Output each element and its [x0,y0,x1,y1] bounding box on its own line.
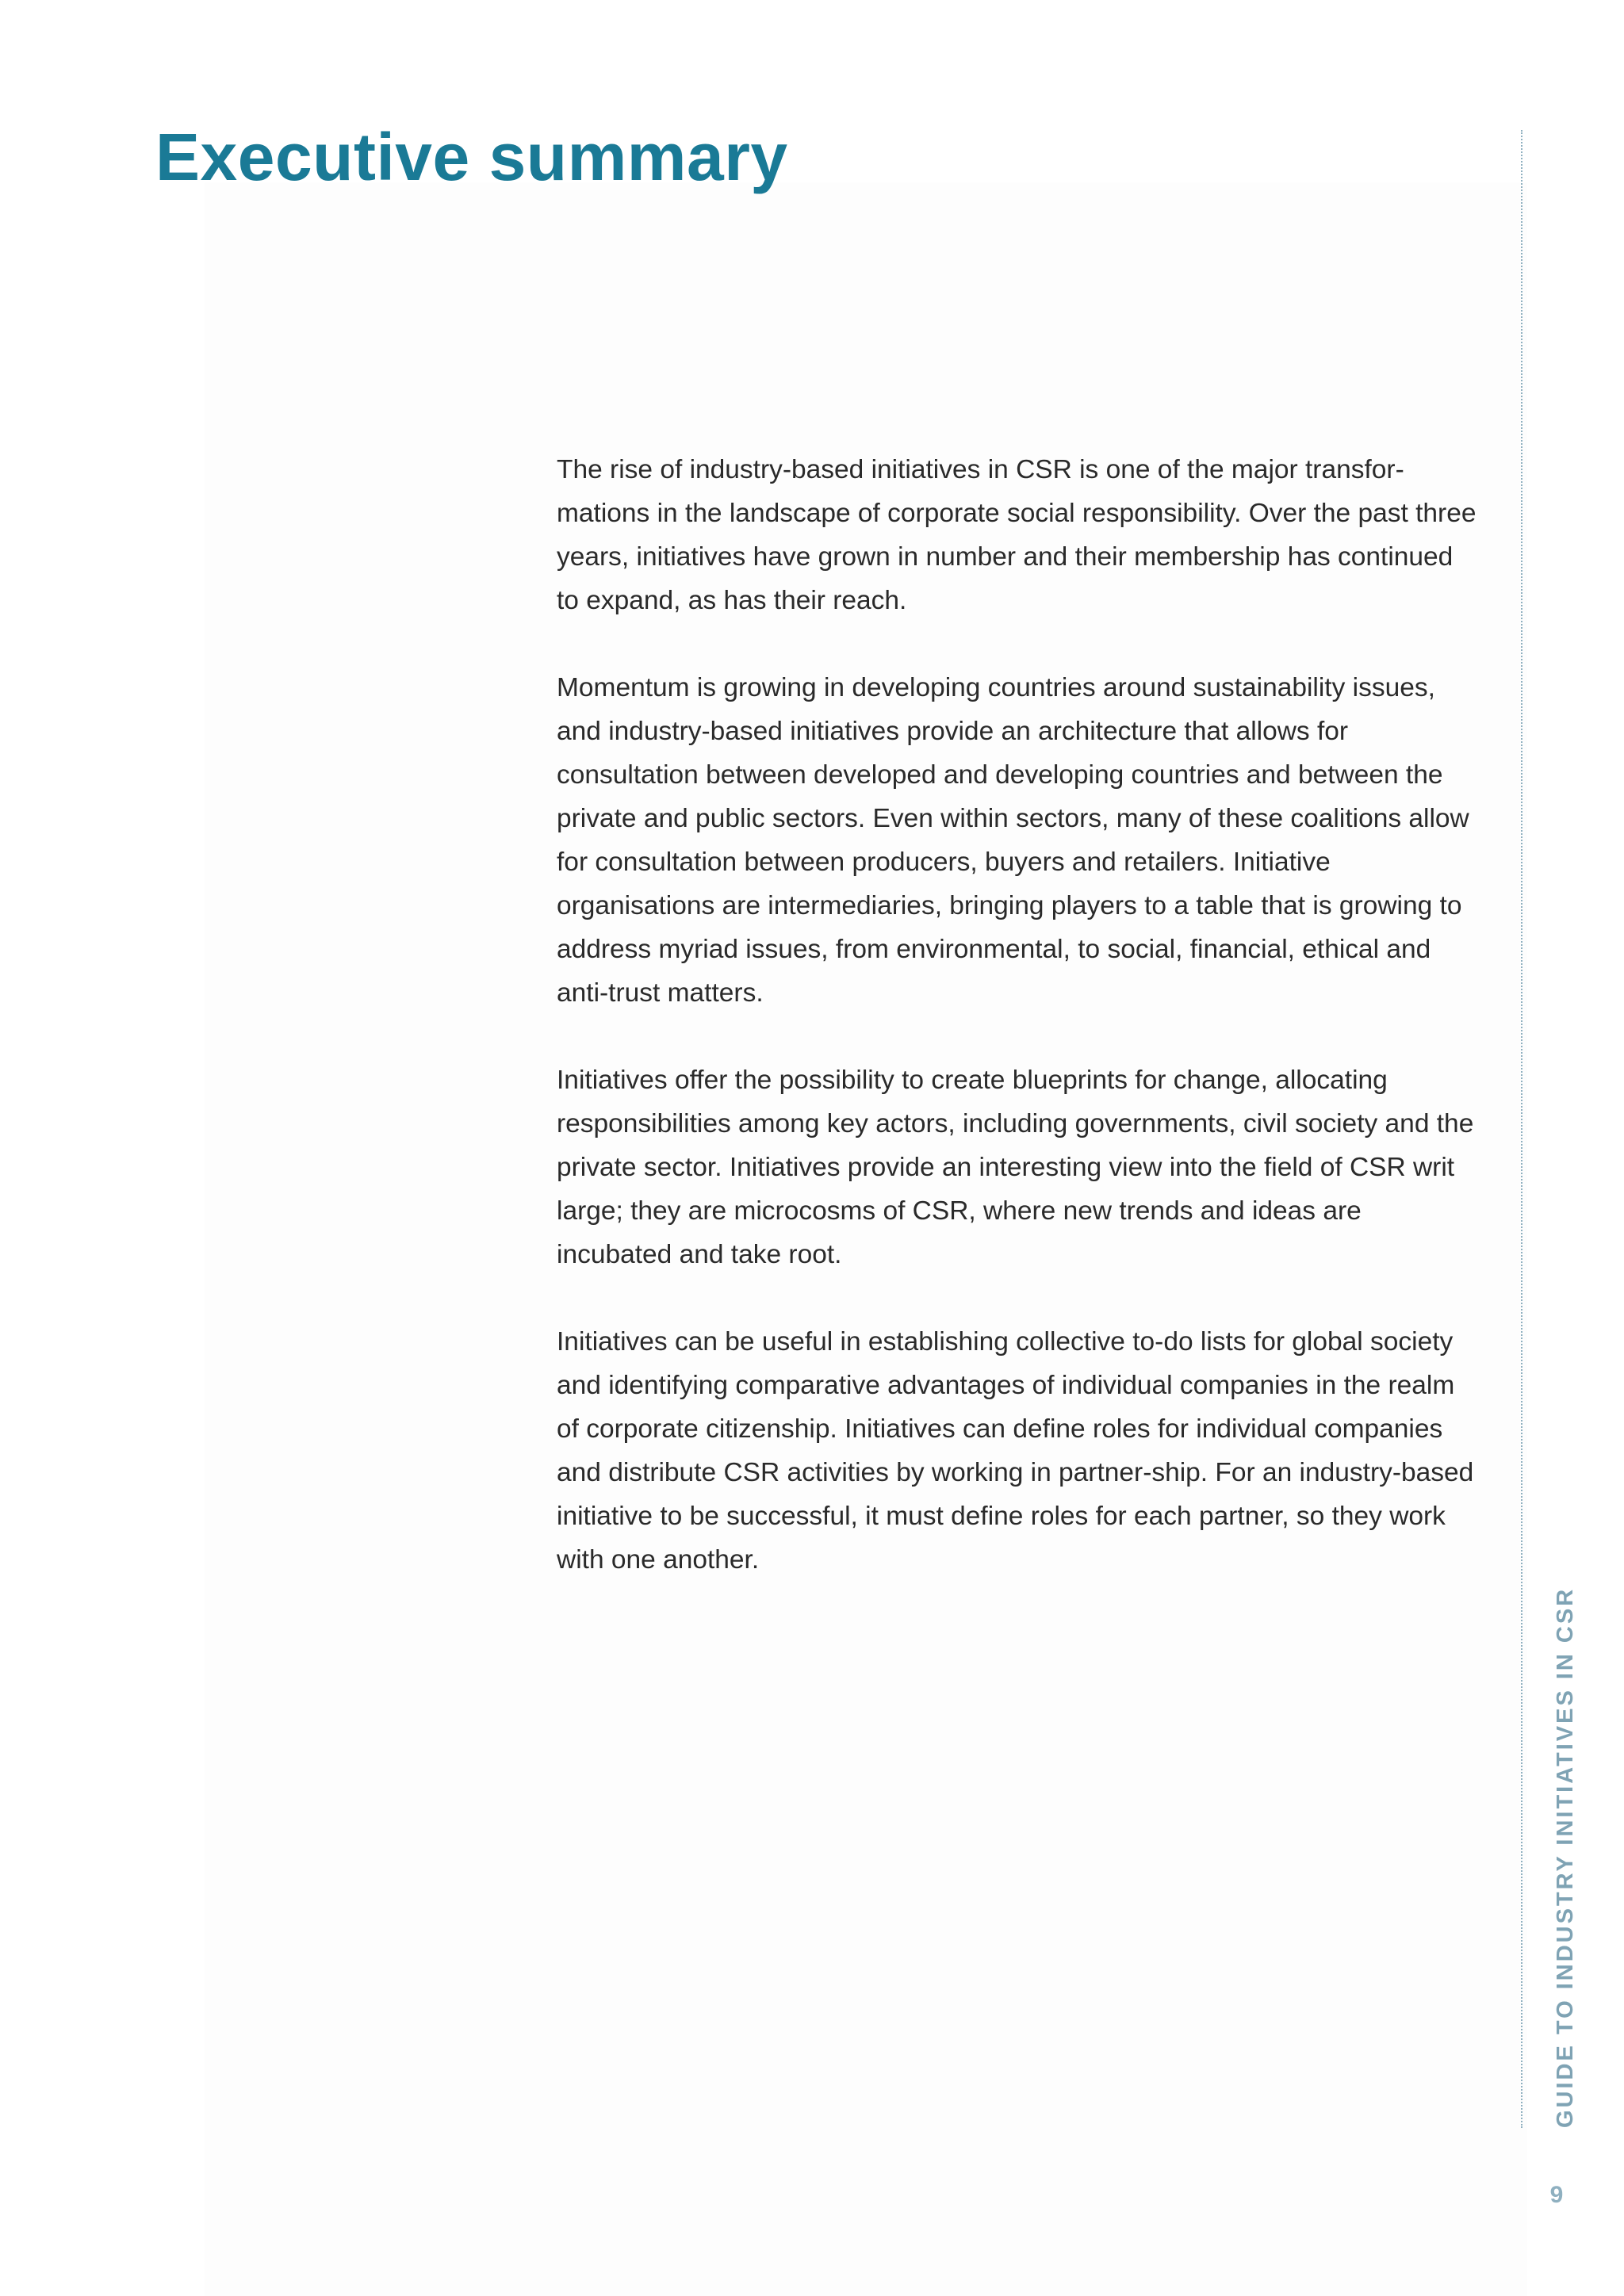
page-number: 9 [1549,2182,1564,2208]
paragraph-4: Initiatives can be useful in establishing collective to-do lists for global society and identifying comparative advantages of individual companies in the realm of corporate citizenship. Initiatives can define roles for individual companies and distribute CSR activities by working in partner-ship. For an industry-based initiative to be successful, it must define roles for each partner, so they work with one another. [557,1327,1474,1575]
margin-dotted-rule [1521,130,1522,2128]
paragraph-2: Momentum is growing in developing countries around sustainability issues, and industry-based initiatives provide an architecture that allows for consultation between developed and developing countries and between the private and public sectors. Even within sectors, many of these coalitions allow for consultation between producers, buyers and retailers. Initiative organisations are intermediaries, bringing players to a table that is growing to address myriad issues, from environmental, to social, financial, ethical and anti-trust matters. [557,673,1469,1008]
paragraph-3: Initiatives offer the possibility to create blueprints for change, allocating responsibilities among key actors, including governments, civil society and the private sector. Initiatives provide an interesting view into the field of CSR writ large; they are microcosms of CSR, where new trends and ideas are incubated and take root. [557,1066,1474,1269]
running-head: GUIDE TO INDUSTRY INITIATIVES IN CSR [1553,1586,1578,2128]
page-title: Executive summary [155,120,788,194]
body-text [557,448,1477,1625]
paragraph-1: The rise of industry-based initiatives in CSR is one of the major transfor-mations in the landscape of corporate social responsibility. Over the past three years, initiatives have grown in number and their membership has continued to expand, as has their reach. [557,455,1477,615]
